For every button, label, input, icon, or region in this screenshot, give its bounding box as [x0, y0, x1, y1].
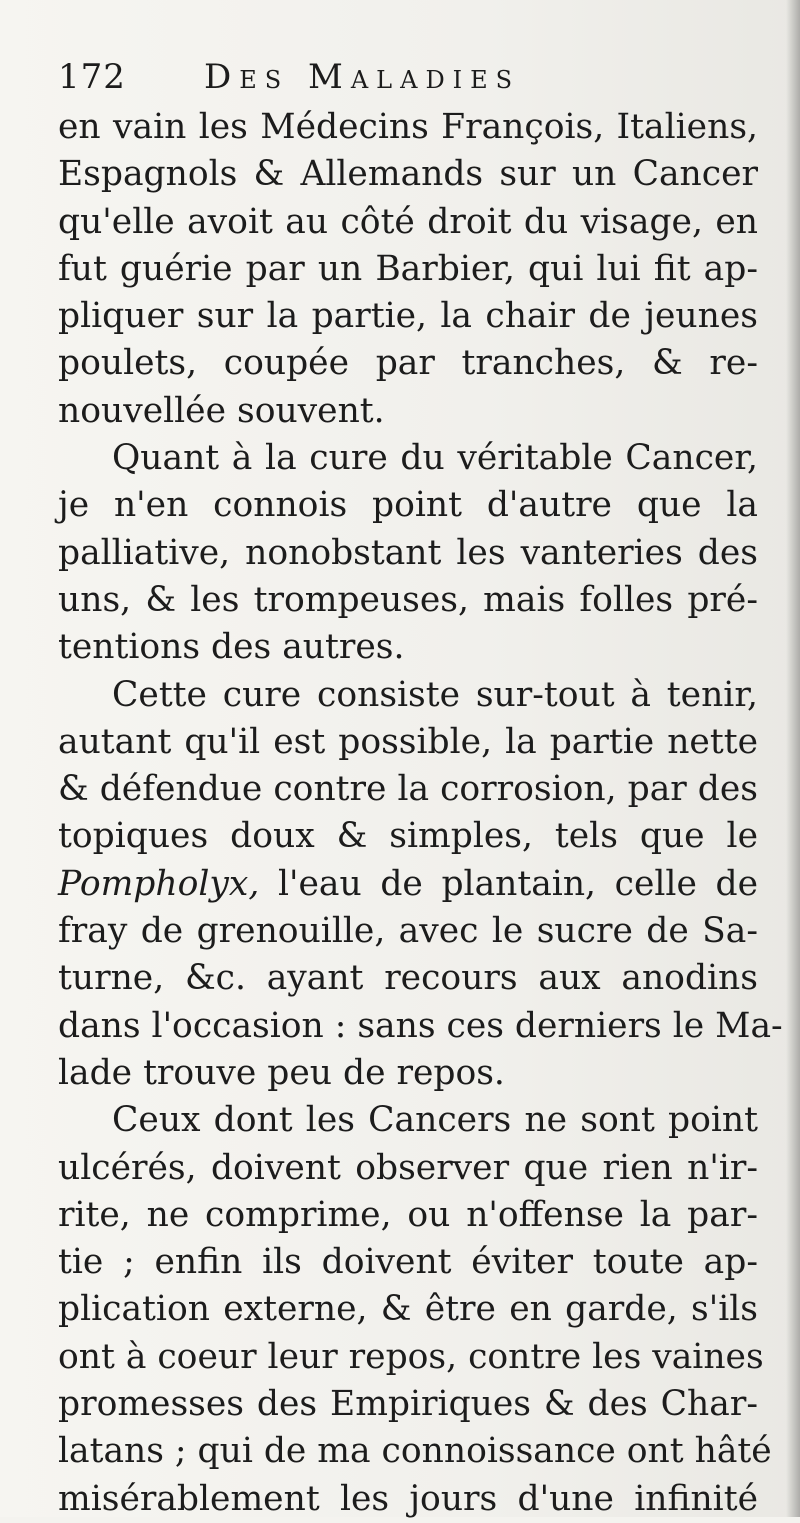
text-line: latans ; qui de ma connoissance ont hâté — [58, 1431, 772, 1472]
text-line: uns, & les trompeuses, mais folles pré- — [58, 579, 758, 620]
text-line: qu'elle avoit au côté droit du visage, en — [58, 201, 758, 242]
text-line-with-italic — [58, 861, 758, 908]
paragraph-start-line: Cette cure consiste sur-tout à tenir, — [112, 674, 758, 715]
text-line: lade trouve peu de repos. — [58, 1052, 505, 1093]
running-title: Des Maladies — [204, 57, 521, 97]
text-line: ont à coeur leur repos, contre les vaines — [58, 1336, 764, 1377]
text-line: rite, ne comprime, ou n'offense la par- — [58, 1194, 758, 1235]
text-line: autant qu'il est possible, la partie nette — [58, 721, 758, 762]
text-line: poulets, coupée par tranches, & re- — [58, 343, 758, 384]
text-line: promesses des Empiriques & des Char- — [58, 1384, 758, 1425]
text-line: je n'en connois point d'autre que la — [58, 485, 758, 526]
text-line: fut guérie par un Barbier, qui lui fit ap- — [58, 248, 758, 289]
text-line-rest: l'eau de plantain, celle de — [277, 863, 758, 904]
text-line: & défendue contre la corrosion, par des — [58, 769, 758, 810]
paragraph-start-line: Ceux dont les Cancers ne sont point — [112, 1100, 758, 1141]
italic-term: Pompholyx, — [58, 863, 260, 904]
text-line: palliative, nonobstant les vanteries des — [58, 532, 758, 573]
page-number: 172 — [58, 57, 126, 97]
page-edge-shadow — [786, 0, 800, 1517]
text-line: turne, &c. ayant recours aux anodins — [58, 958, 758, 999]
text-line: nouvellée souvent. — [58, 390, 385, 431]
text-line: en vain les Médecins François, Italiens, — [58, 107, 758, 147]
body-text — [58, 104, 783, 1523]
text-line: tie ; enfin ils doivent éviter toute ap- — [58, 1242, 758, 1283]
running-head — [58, 50, 758, 104]
text-line: plication externe, & être en garde, s'ils — [58, 1289, 758, 1330]
text-line: tentions des autres. — [58, 627, 405, 668]
text-line: dans l'occasion : sans ces derniers le Ma- — [58, 1005, 783, 1046]
text-line: fray de grenouille, avec le sucre de Sa- — [58, 911, 758, 952]
text-line: misérablement les jours d'une infinité — [58, 1478, 758, 1519]
text-line: topiques doux & simples, tels que le — [58, 816, 758, 857]
text-line: Espagnols & Allemands sur un Cancer — [58, 154, 758, 195]
text-line: ulcérés, doivent observer que rien n'ir- — [58, 1147, 758, 1188]
paragraph-start-line: Quant à la cure du véritable Cancer, — [112, 438, 758, 479]
text-line: pliquer sur la partie, la chair de jeunes — [58, 296, 758, 337]
